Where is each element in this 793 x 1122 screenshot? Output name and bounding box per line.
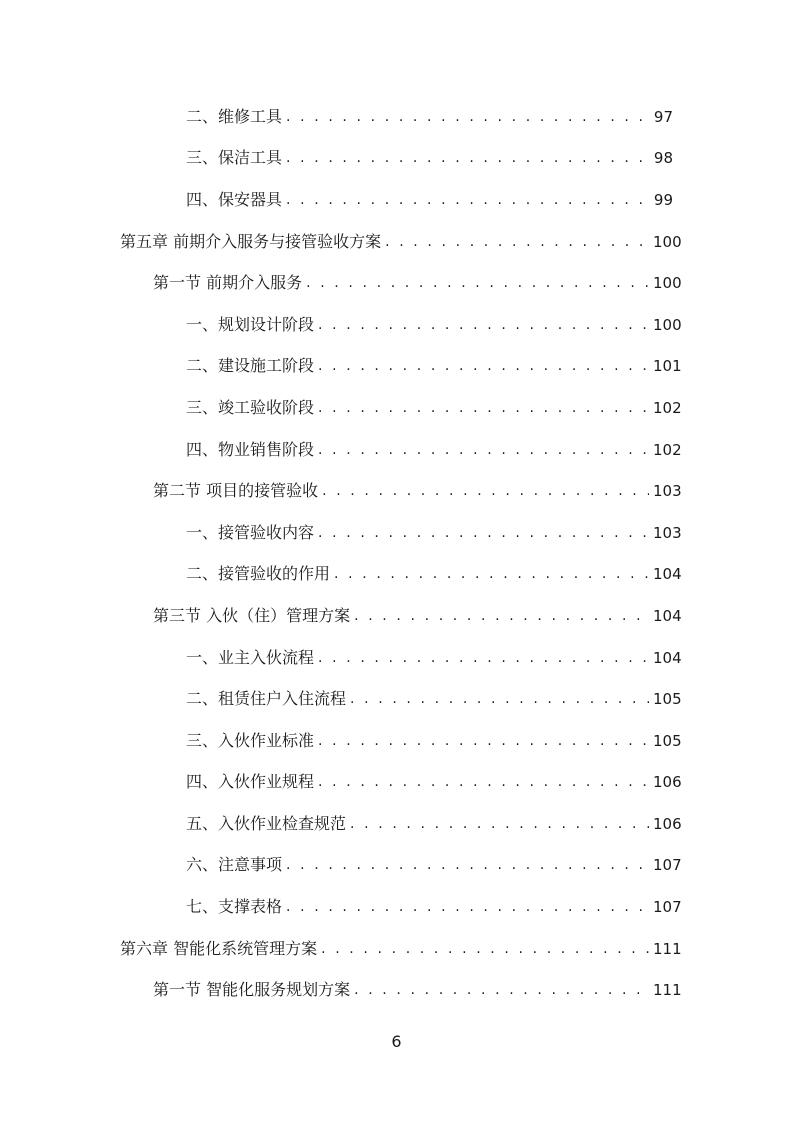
dot-leader <box>318 315 649 335</box>
toc-entry-page: 102 <box>653 440 682 459</box>
dot-leader <box>354 980 649 1000</box>
toc-entry[interactable] <box>0 637 682 679</box>
dot-leader <box>318 772 649 792</box>
toc-entry[interactable] <box>0 554 682 596</box>
toc-entry-label: 一、业主入伙流程 <box>186 647 315 667</box>
toc-entry-page: 111 <box>653 939 682 958</box>
page-number: 6 <box>391 1032 402 1051</box>
toc-entry-label: 一、接管验收内容 <box>186 522 315 542</box>
toc-entry-label: 第五章 前期介入服务与接管验收方案 <box>120 231 382 251</box>
dot-leader <box>286 190 649 210</box>
toc-chapter-entry[interactable] <box>0 928 682 970</box>
dot-leader <box>286 107 649 127</box>
toc-entry-label: 第六章 智能化系统管理方案 <box>120 938 318 958</box>
toc-entry-label: 第三节 入伙（住）管理方案 <box>153 605 351 625</box>
toc-entry-label: 四、入伙作业规程 <box>186 772 315 792</box>
dot-leader <box>350 689 649 709</box>
toc-entry[interactable] <box>0 304 682 346</box>
toc-entry[interactable] <box>0 803 682 845</box>
toc-entry-label: 第一节 智能化服务规划方案 <box>153 980 351 1000</box>
toc-section-entry[interactable] <box>0 262 682 304</box>
toc-entry-page: 111 <box>653 981 682 1000</box>
toc-entry[interactable] <box>0 346 682 388</box>
toc-entry[interactable] <box>0 720 682 762</box>
toc-entry-page: 100 <box>653 232 682 251</box>
toc-entry-label: 七、支撑表格 <box>186 897 283 917</box>
toc-entry-page: 100 <box>653 274 682 293</box>
toc-entry[interactable] <box>0 845 682 887</box>
dot-leader <box>385 232 649 252</box>
toc-entry-page: 98 <box>653 149 673 168</box>
toc-entry[interactable] <box>0 387 682 429</box>
dot-leader <box>334 564 649 584</box>
dot-leader <box>318 731 649 751</box>
toc-entry[interactable] <box>0 179 673 221</box>
toc-entry-page: 104 <box>653 565 682 584</box>
toc-entry-page: 106 <box>653 814 682 833</box>
toc-entry-page: 102 <box>653 398 682 417</box>
toc-entry-page: 104 <box>653 648 682 667</box>
toc-entry-label: 第二节 项目的接管验收 <box>153 481 319 501</box>
dot-leader <box>321 939 649 959</box>
toc-section-entry[interactable] <box>0 595 682 637</box>
dot-leader <box>318 440 649 460</box>
toc-entry-page: 107 <box>653 856 682 875</box>
toc-entry-page: 105 <box>653 731 682 750</box>
toc-entry-label: 二、维修工具 <box>186 106 283 126</box>
toc-entry-label: 四、保安器具 <box>186 189 283 209</box>
dot-leader <box>286 148 649 168</box>
toc-entry-label: 三、入伙作业标准 <box>186 730 315 750</box>
toc-entry-page: 107 <box>653 898 682 917</box>
toc-entry-page: 99 <box>653 190 673 209</box>
toc-entry-label: 一、规划设计阶段 <box>186 314 315 334</box>
toc-entry[interactable] <box>0 138 673 180</box>
toc-entry-page: 106 <box>653 773 682 792</box>
toc-entry-label: 四、物业销售阶段 <box>186 439 315 459</box>
toc-entry-label: 三、竣工验收阶段 <box>186 397 315 417</box>
toc-section-entry[interactable] <box>0 969 682 1011</box>
dot-leader <box>322 481 649 501</box>
toc-entry-label: 六、注意事项 <box>186 855 283 875</box>
toc-entry-page: 103 <box>653 482 682 501</box>
toc-entry-label: 二、接管验收的作用 <box>186 564 331 584</box>
toc-entry[interactable] <box>0 96 673 138</box>
toc-entry-label: 二、建设施工阶段 <box>186 356 315 376</box>
toc-entry-label: 三、保洁工具 <box>186 148 283 168</box>
dot-leader <box>318 398 649 418</box>
toc-entry[interactable] <box>0 429 682 471</box>
toc-entry-page: 104 <box>653 606 682 625</box>
toc-entry-label: 二、租赁住户入住流程 <box>186 689 347 709</box>
dot-leader <box>318 523 649 543</box>
dot-leader <box>354 606 649 626</box>
dot-leader <box>306 273 649 293</box>
toc-entry-page: 100 <box>653 315 682 334</box>
toc-entry[interactable] <box>0 886 682 928</box>
dot-leader <box>286 855 649 875</box>
toc-entry-page: 97 <box>653 107 673 126</box>
dot-leader <box>286 897 649 917</box>
dot-leader <box>318 356 649 376</box>
table-of-contents <box>0 96 793 1011</box>
toc-entry[interactable] <box>0 678 682 720</box>
toc-chapter-entry[interactable] <box>0 221 682 263</box>
toc-section-entry[interactable] <box>0 470 682 512</box>
toc-entry-label: 第一节 前期介入服务 <box>153 273 303 293</box>
dot-leader <box>318 648 649 668</box>
toc-entry-page: 105 <box>653 690 682 709</box>
toc-entry[interactable] <box>0 762 682 804</box>
dot-leader <box>350 814 649 834</box>
toc-entry-label: 五、入伙作业检查规范 <box>186 813 347 833</box>
toc-entry-page: 101 <box>653 357 682 376</box>
toc-entry[interactable] <box>0 512 682 554</box>
toc-entry-page: 103 <box>653 523 682 542</box>
